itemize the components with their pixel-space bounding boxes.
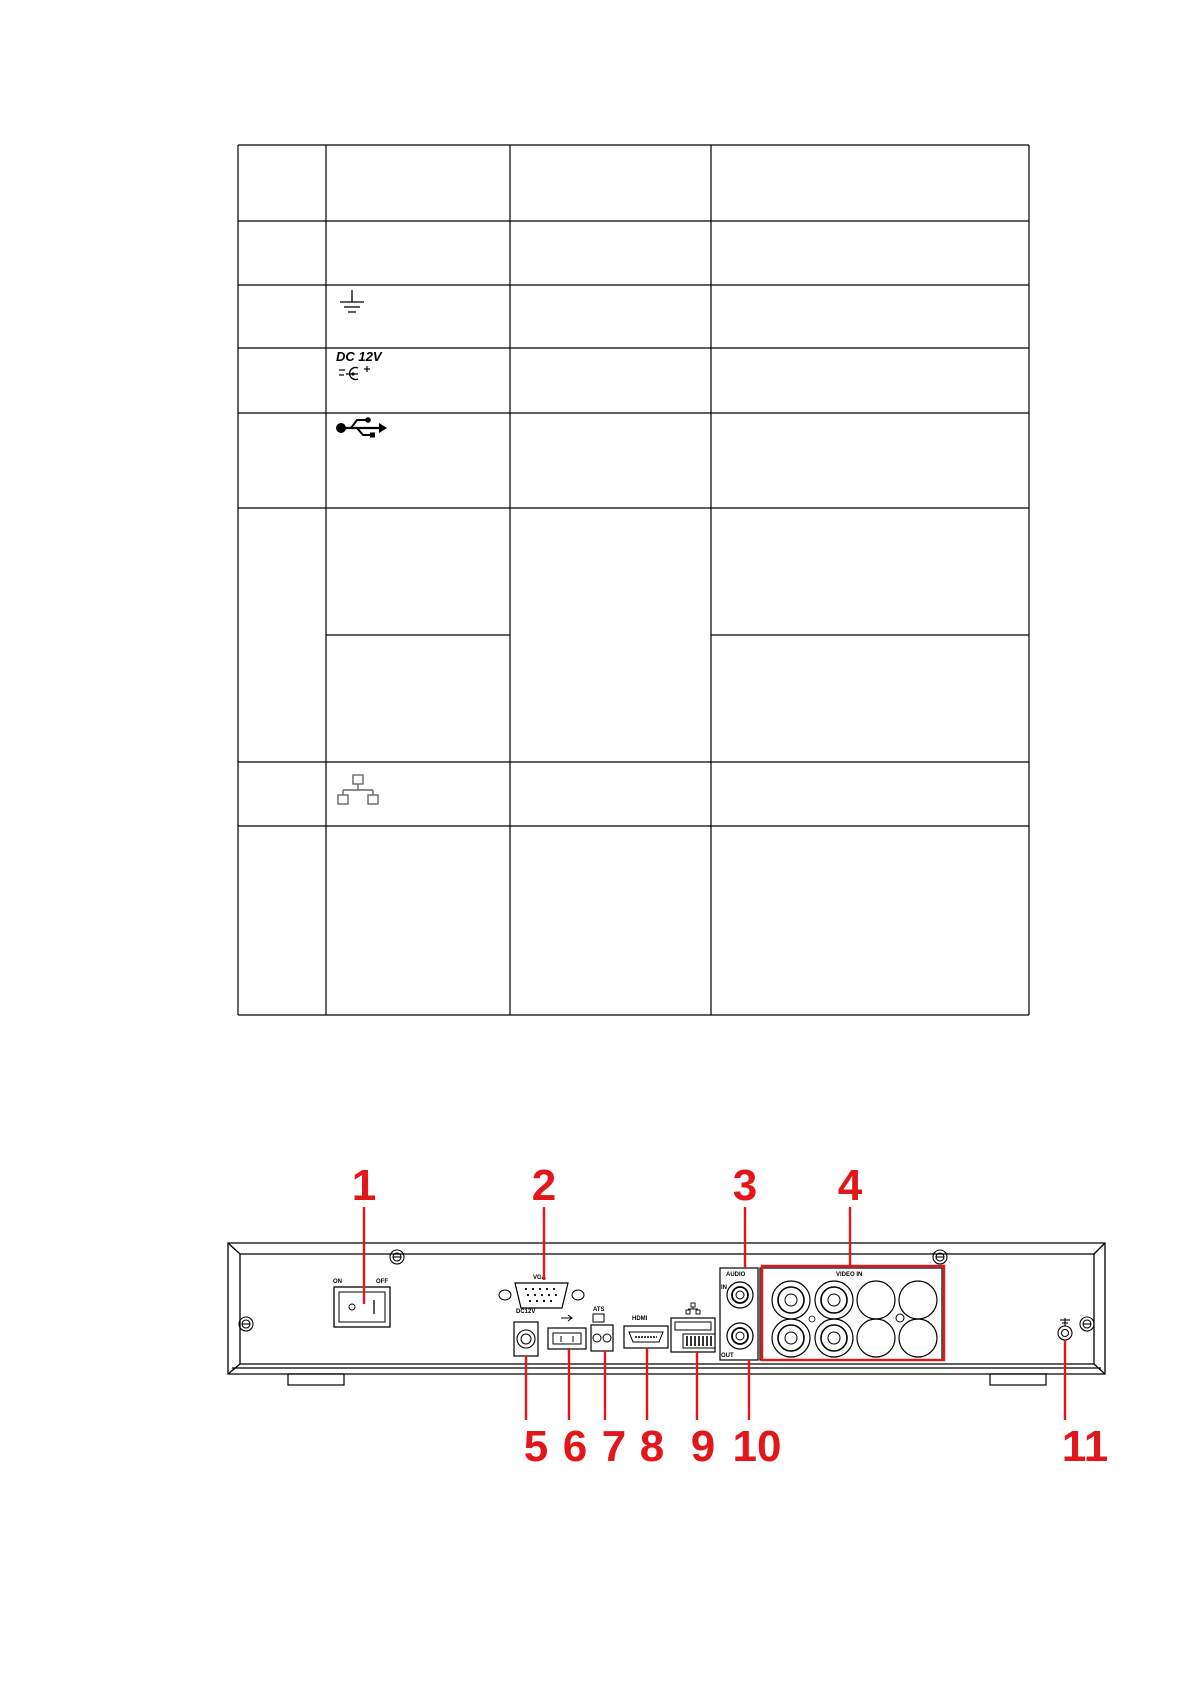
vga-label: VGA <box>533 1275 547 1281</box>
callout-number: 6 <box>562 1422 588 1471</box>
switch-on-label: ON <box>333 1279 342 1285</box>
audio-out-label: OUT <box>721 1353 734 1359</box>
dc12v-port[interactable] <box>514 1309 538 1356</box>
callout-number: 9 <box>690 1422 716 1471</box>
audio-ports[interactable] <box>720 1268 758 1360</box>
dc12v-label: DC12V <box>516 1309 536 1315</box>
network-port[interactable] <box>671 1303 715 1352</box>
foot-right <box>990 1374 1046 1385</box>
power-switch[interactable] <box>333 1279 390 1327</box>
usb-port[interactable] <box>548 1315 586 1349</box>
ats-port[interactable] <box>591 1307 613 1351</box>
network-port-icon <box>686 1303 700 1314</box>
callout-numbers <box>352 1161 1109 1471</box>
hdmi-port[interactable] <box>624 1316 668 1348</box>
callout-number: 7 <box>601 1422 627 1471</box>
chassis <box>228 1243 1105 1374</box>
vga-port[interactable] <box>499 1275 584 1308</box>
foot-left <box>288 1374 344 1385</box>
callout-lines <box>364 1207 1065 1420</box>
video-in-ports[interactable] <box>760 1266 944 1360</box>
audio-label: AUDIO <box>726 1272 746 1278</box>
callout-number: 1 <box>351 1161 377 1210</box>
callout-number: 5 <box>523 1422 549 1471</box>
ats-label: ATS <box>593 1307 605 1313</box>
video-in-label: VIDEO IN <box>836 1272 863 1278</box>
hdmi-label: HDMI <box>632 1316 648 1322</box>
ground-terminal[interactable] <box>1058 1318 1072 1340</box>
callout-number: 3 <box>732 1161 758 1210</box>
callout-number: 8 <box>639 1422 665 1471</box>
screw-icon <box>239 1250 1094 1331</box>
callout-number: 2 <box>531 1161 557 1210</box>
switch-off-label: OFF <box>376 1279 388 1285</box>
audio-in-label: IN <box>721 1285 727 1291</box>
callout-number: 11 <box>1061 1422 1109 1471</box>
callout-number: 4 <box>837 1161 863 1210</box>
dc-power-label: DC 12V <box>336 349 382 364</box>
callout-number: 10 <box>732 1422 782 1471</box>
